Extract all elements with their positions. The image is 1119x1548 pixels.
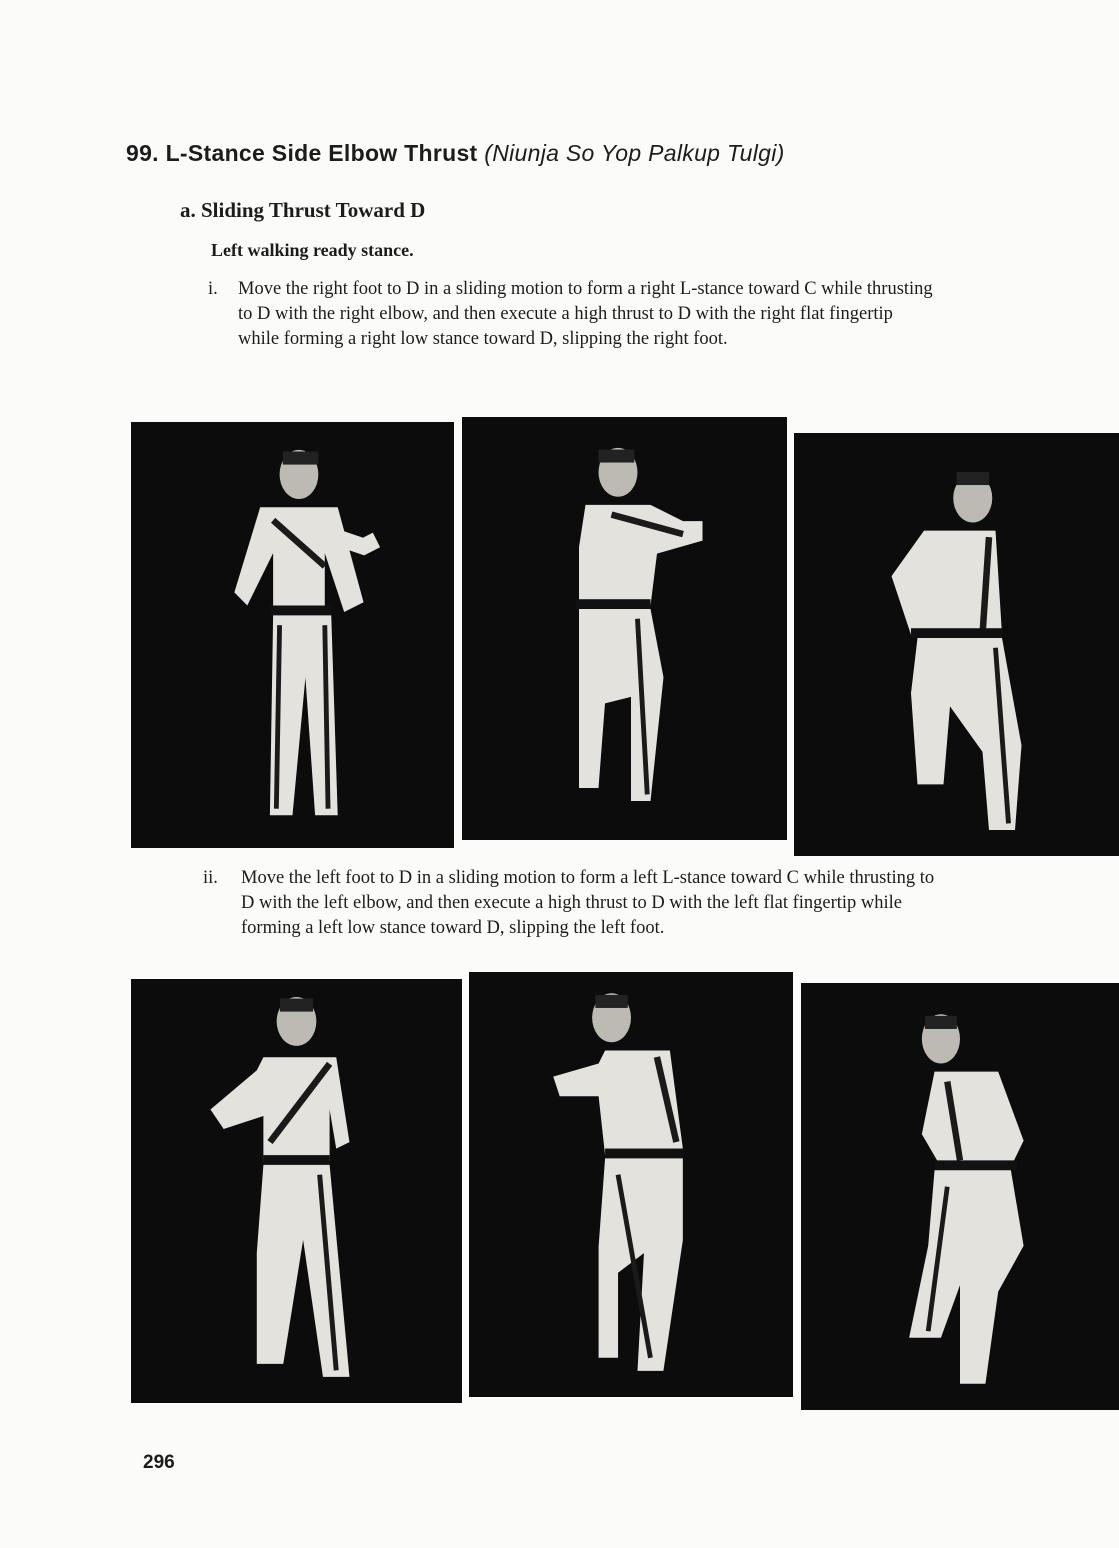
- section-number: 99.: [126, 140, 159, 166]
- page-number: 296: [143, 1452, 175, 1473]
- photo-figure: [462, 417, 787, 840]
- subsection-heading: a. Sliding Thrust Toward D: [180, 198, 426, 222]
- photo-figure: [801, 983, 1119, 1410]
- photo-figure: [131, 422, 454, 848]
- step-marker: i.: [208, 279, 218, 299]
- step-marker: ii.: [203, 868, 218, 888]
- section-subtitle: (Niunja So Yop Palkup Tulgi): [484, 140, 785, 166]
- step-item: [203, 866, 948, 976]
- step-text: Move the left foot to D in a sliding motion to form a left L-stance toward C while thrusting to D with the left elbow, and then execute a high thrust to D with the left flat fingertip while forming a left low stance toward D, slipping the left foot.: [241, 868, 935, 938]
- step-item: [208, 277, 948, 387]
- photo-figure: [469, 972, 793, 1397]
- photo-figure: [131, 979, 462, 1403]
- section-heading: [126, 140, 785, 167]
- photo-figure: [794, 433, 1119, 856]
- section-title: L-Stance Side Elbow Thrust: [165, 140, 478, 166]
- ready-stance-label: Left walking ready stance.: [211, 240, 414, 260]
- step-text: Move the right foot to D in a sliding motion to form a right L-stance toward C while thrusting to D with the right elbow, and then execute a high thrust to D with the right flat fingertip while forming a right low stance toward D, slipping the right foot.: [238, 279, 933, 349]
